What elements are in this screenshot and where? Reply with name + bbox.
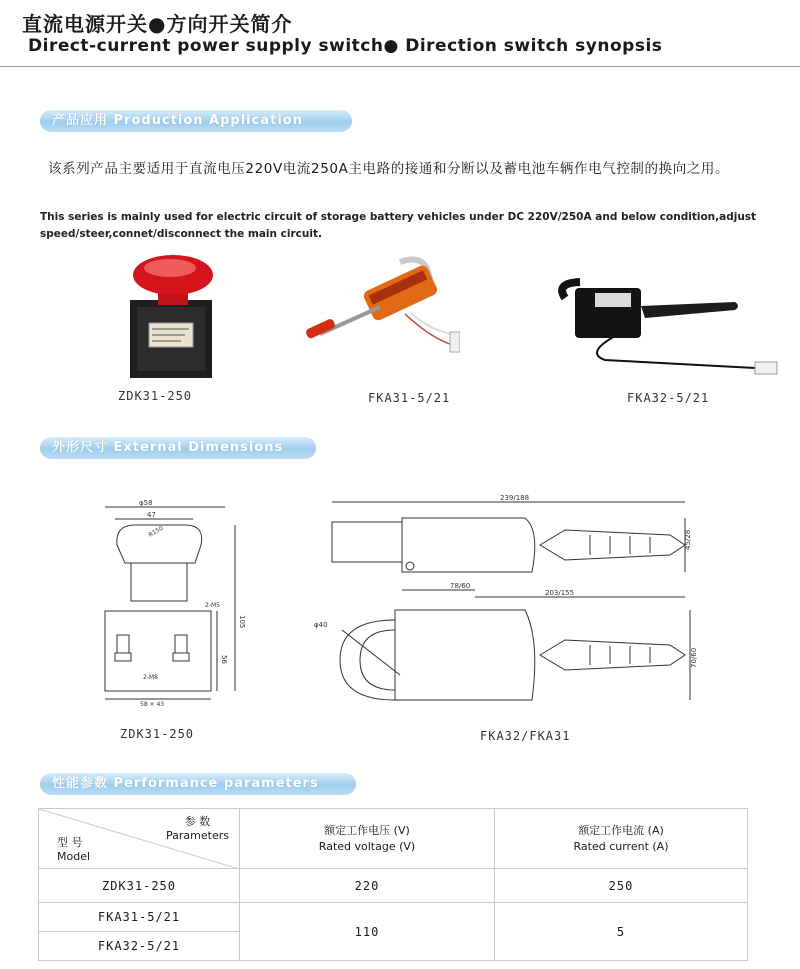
header-model-cn: 型 号: [57, 836, 83, 849]
performance-table: [38, 808, 748, 961]
model-cell: FKA31-5/21: [39, 903, 240, 932]
header-current-cell: [495, 809, 748, 869]
dim-label: φ58: [139, 499, 153, 507]
dim-label: 45/28: [684, 529, 692, 550]
direction-lever-switch-photo-icon: [300, 252, 460, 372]
table-row: [39, 903, 748, 932]
dim-label: 78/60: [450, 582, 471, 590]
header-model-en: Model: [57, 850, 91, 863]
section-banner-dimensions: 外形尺寸 External Dimensions: [40, 437, 316, 459]
dim-label: 2-M8: [143, 674, 158, 681]
description-cn: 该系列产品主要适用于直流电压220V电流250A主电路的接通和分断以及蓄电池车辆作电气控制的换向之用。: [48, 161, 730, 177]
dim-label: 2-M5: [205, 602, 220, 609]
current-cell: 250: [495, 869, 748, 903]
header-current-cn: 额定工作电流 (A): [578, 823, 664, 837]
black-direction-switch-photo-icon: [555, 268, 795, 378]
model-cell: FKA32-5/21: [39, 932, 240, 961]
description-en: This series is mainly used for electric circuit of storage battery vehicles under DC 220V/250A and below condition,adjust speed/steer,connet/disconnect the main circuit.: [40, 211, 757, 240]
dim-label: 47: [147, 511, 156, 519]
product-caption: FKA31-5/21: [368, 391, 451, 405]
current-cell: 5: [495, 903, 748, 961]
zdk31-dimension-drawing: [95, 495, 265, 715]
drawing-caption: FKA32/FKA31: [480, 729, 571, 743]
model-cell: ZDK31-250: [39, 869, 240, 903]
voltage-cell: 110: [240, 903, 495, 961]
product-caption: ZDK31-250: [118, 389, 193, 403]
header-divider: [0, 66, 800, 67]
dim-label: 239/188: [500, 494, 530, 502]
dim-label: 58 × 43: [140, 701, 165, 708]
dim-label: R150: [147, 524, 165, 539]
fka32-fka31-dimension-drawing: [300, 490, 700, 715]
product-caption: FKA32-5/21: [627, 391, 710, 405]
voltage-cell: 220: [240, 869, 495, 903]
header-voltage-cn: 额定工作电压 (V): [324, 823, 410, 837]
page-title-en: Direct-current power supply switch● Direction switch synopsis: [28, 36, 663, 56]
header-params-en: Parameters: [166, 829, 229, 842]
dim-label: 70/60: [690, 647, 698, 668]
header-current-en: Rated current (A): [573, 839, 669, 853]
table-header-row: [39, 809, 748, 869]
header-corner-cell: [39, 809, 240, 869]
header-voltage-en: Rated voltage (V): [318, 839, 416, 853]
dim-label: 105: [238, 615, 246, 629]
header-voltage-cell: [240, 809, 495, 869]
section-banner-application: 产品应用 Production Application: [40, 110, 352, 132]
emergency-stop-switch-photo-icon: [115, 245, 245, 385]
table-row: [39, 869, 748, 903]
header-params-cn: 参 数: [184, 815, 211, 828]
dim-label: φ40: [314, 621, 328, 629]
drawing-caption: ZDK31-250: [120, 727, 195, 741]
section-banner-performance: 性能参数 Performance parameters: [40, 773, 356, 795]
page-title-cn: 直流电源开关●方向开关简介: [22, 12, 293, 36]
dim-label: 56: [220, 655, 228, 664]
dim-label: 203/155: [545, 589, 575, 597]
